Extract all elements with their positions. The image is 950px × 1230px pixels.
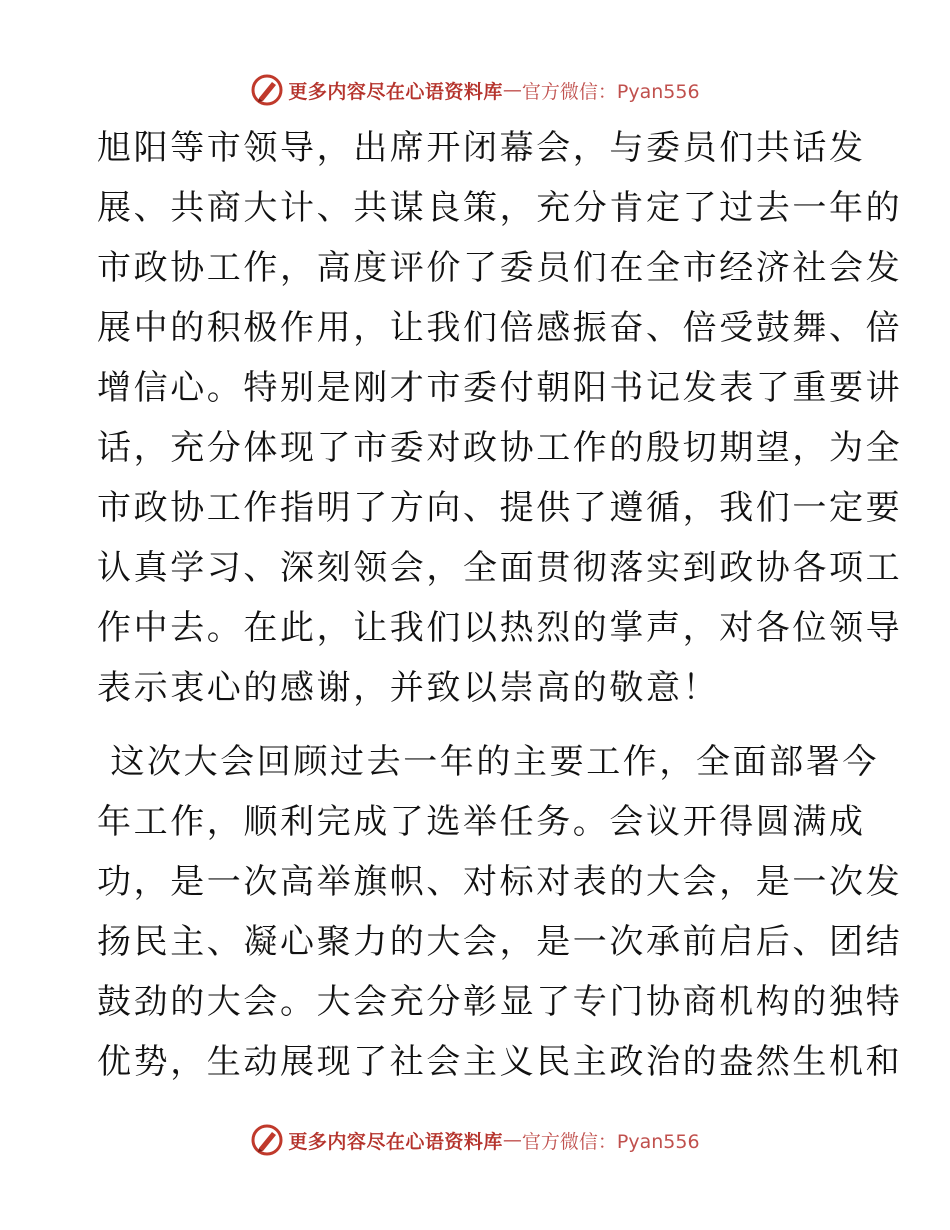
paragraph-2 [97,732,903,1092]
text-line: 展中的积极作用，让我们倍感振奋、倍受鼓舞、倍 [97,308,903,348]
text-line: 增信心。特别是刚才市委付朝阳书记发表了重要讲 [97,368,903,408]
paragraph-spacer [97,718,857,732]
text-line: 鼓劲的大会。大会充分彰显了专门协商机构的独特 [97,982,903,1022]
banner-separator: — [502,1129,522,1151]
banner-brand-text: 更多内容尽在心语资料库 [288,80,503,103]
document-body [97,118,903,1092]
text-line: 作中去。在此，让我们以热烈的掌声，对各位领导 [97,608,903,648]
paragraph-1 [97,118,903,718]
banner-wechat-text: 官方微信：Pyan556 [521,1130,700,1153]
text-line: 话，充分体现了市委对政协工作的殷切期望，为全 [97,428,903,468]
banner-separator: — [502,79,522,101]
text-line: 扬民主、凝心聚力的大会，是一次承前启后、团结 [97,922,903,962]
text-line: 优势，生动展现了社会主义民主政治的盎然生机和 [97,1042,903,1082]
text-line: 这次大会回顾过去一年的主要工作，全面部署今 [97,742,880,782]
banner-wechat-text: 官方微信：Pyan556 [521,80,700,103]
text-line: 认真学习、深刻领会，全面贯彻落实到政协各项工 [97,548,903,588]
text-line: 旭阳等市领导，出席开闭幕会，与委员们共话发 [97,128,866,168]
pen-in-circle-icon [250,1123,284,1157]
text-line: 表示衷心的感谢，并致以崇高的敬意！ [97,668,720,708]
footer-banner [0,1120,950,1160]
text-line: 市政协工作，高度评价了委员们在全市经济社会发 [97,248,903,288]
text-line: 功，是一次高举旗帜、对标对表的大会，是一次发 [97,862,903,902]
banner-brand-text: 更多内容尽在心语资料库 [288,1130,503,1153]
text-line: 年工作，顺利完成了选举任务。会议开得圆满成 [97,802,866,842]
text-line: 展、共商大计、共谋良策，充分肯定了过去一年的 [97,188,903,228]
header-banner [0,70,950,110]
pen-in-circle-icon [250,73,284,107]
text-line: 市政协工作指明了方向、提供了遵循，我们一定要 [97,488,903,528]
